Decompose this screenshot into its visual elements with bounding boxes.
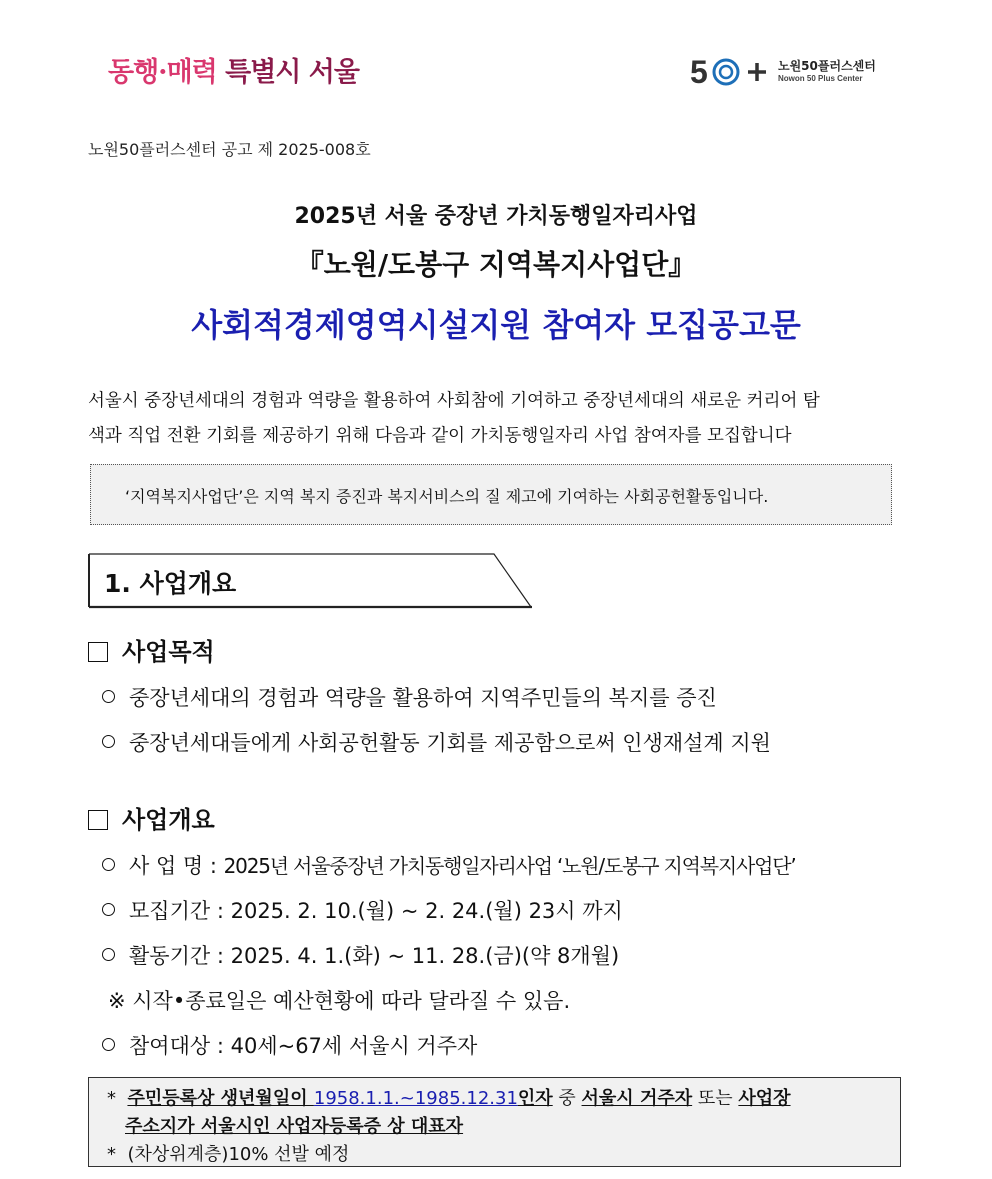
eligibility-star: * (107, 1088, 116, 1109)
section-heading-text: 1. 사업개요 (104, 569, 237, 598)
purpose-item-2 (102, 727, 771, 757)
eligibility-line-2-text: 주소지가 서울시인 사업자등록증 상 대표자 (125, 1116, 464, 1137)
overview-activity-row (102, 940, 619, 970)
note-box (90, 464, 892, 525)
overview-heading (88, 800, 215, 835)
circle-bullet-icon (102, 858, 115, 871)
title-line-1: 2025년 서울 중장년 가치동행일자리사업 (294, 204, 698, 229)
center-logo (690, 52, 930, 92)
purpose-heading-text: 사업목적 (122, 638, 215, 666)
note-text: ‘지역복지사업단’은 지역 복지 증진과 복지서비스의 질 제고에 기여하는 사회공헌활동입니다. (125, 487, 769, 506)
section-heading (88, 553, 538, 609)
eligibility-connector-1: 중 (552, 1088, 582, 1109)
eligibility-box (88, 1077, 901, 1167)
eligibility-line-3 (107, 1140, 349, 1166)
purpose-item-2-text: 중장년세대들에게 사회공헌활동 기회를 제공함으로써 인생재설계 지원 (129, 731, 771, 755)
overview-recruit-label: 모집기간 : (129, 899, 224, 923)
intro-line-2: 색과 직업 전환 기회를 제공하기 위해 다음과 같이 가치동행일자리 사업 참여자를 모집합니다 (88, 426, 792, 446)
seoul-logo (108, 50, 359, 89)
overview-heading-text: 사업개요 (122, 806, 215, 834)
eligibility-star-2: * (107, 1144, 116, 1165)
eligibility-line-2 (125, 1112, 463, 1138)
center-name-en: Nowon 50 Plus Center (778, 74, 863, 83)
title-line-2: 『노원/도봉구 지역복지사업단』 (295, 248, 697, 281)
circle-bullet-icon (102, 903, 115, 916)
title-line-3: 사회적경제영역시설지원 참여자 모집공고문 (191, 306, 801, 344)
overview-activity-label: 활동기간 : (129, 944, 224, 968)
overview-name-row (102, 850, 795, 880)
seoul-logo-city: 특별시 서울 (225, 57, 359, 88)
overview-remark: ※ 시작•종료일은 예산현황에 따라 달라질 수 있음. (108, 989, 571, 1013)
intro-line-1: 서울시 중장년세대의 경험과 역량을 활용하여 사회참에 기여하고 중장년세대의 새로운 커리어 탐 (88, 391, 820, 411)
overview-recruit-row (102, 895, 623, 925)
checkbox-icon (88, 810, 108, 830)
intro-paragraph (88, 384, 902, 454)
eligibility-line-1 (107, 1084, 791, 1110)
svg-text:5: 5 (690, 54, 708, 90)
checkbox-icon (88, 642, 108, 662)
purpose-item-1-text: 중장년세대의 경험과 역량을 활용하여 지역주민들의 복지를 증진 (129, 686, 717, 710)
purpose-heading (88, 632, 215, 667)
overview-recruit-value: 2025. 2. 10.(월) ~ 2. 24.(월) 23시 까지 (230, 899, 623, 923)
overview-activity-value: 2025. 4. 1.(화) ~ 11. 28.(금)(약 8개월) (230, 944, 620, 968)
circle-bullet-icon (102, 1038, 115, 1051)
overview-target-value: 40세~67세 서울시 거주자 (230, 1034, 478, 1058)
fifty-plus-logo-icon (690, 52, 774, 92)
eligibility-business-site: 사업장 (738, 1088, 791, 1109)
circle-bullet-icon (102, 948, 115, 961)
overview-target-label: 참여대상 : (129, 1034, 224, 1058)
purpose-item-1 (102, 682, 717, 712)
eligibility-line-3-text: (차상위계층)10% 선발 예정 (127, 1144, 350, 1165)
overview-target-row (102, 1030, 477, 1060)
eligibility-connector-2: 또는 (692, 1088, 739, 1109)
circle-bullet-icon (102, 735, 115, 748)
eligibility-seoul-resident: 서울시 거주자 (581, 1088, 693, 1109)
circle-bullet-icon (102, 690, 115, 703)
eligibility-birth-label: 주민등록상 생년월일이 (127, 1088, 314, 1109)
overview-name-value: 2025년 서울중장년 가치동행일자리사업 ‘노원/도봉구 지역복지사업단’ (223, 854, 796, 878)
seoul-logo-slogan: 동행·매력 (108, 57, 217, 88)
overview-name-label: 사 업 명 : (129, 854, 217, 878)
eligibility-birth-suffix: 인자 (517, 1088, 553, 1109)
eligibility-birth-range: 1958.1.1.~1985.12.31 (313, 1088, 518, 1109)
notice-number: 노원50플러스센터 공고 제 2025-008호 (88, 140, 371, 159)
center-name: 노원50플러스센터 (778, 59, 876, 73)
